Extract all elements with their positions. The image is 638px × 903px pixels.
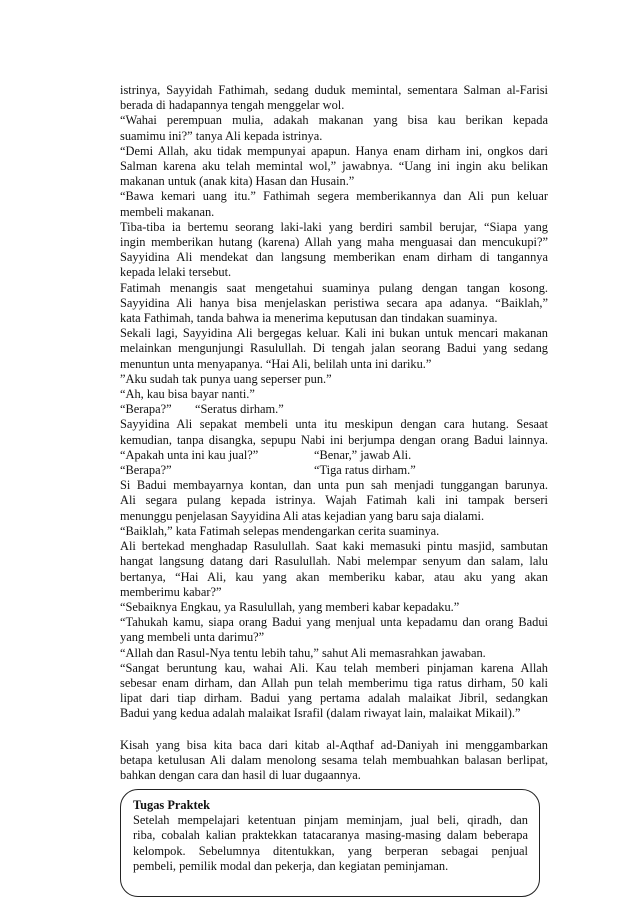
text-line: Sekali lagi, Sayyidina Ali bergegas keluar. Kali ini bukan untuk mencari makanan xyxy=(120,326,548,341)
text-line: sebesar enam dirham, dan Allah pun telah memberimu tiga ratus dirham, 50 kali xyxy=(120,675,548,690)
text-line: memberimu kabar?” xyxy=(120,584,222,599)
dialogue-answer: “Benar,” jawab Ali. xyxy=(314,447,412,462)
text-line: yang membeli unta darimu?” xyxy=(120,630,265,645)
text-line: istrinya, Sayyidah Fathimah, sedang duduk memintal, sementara Salman al-Farisi xyxy=(120,83,548,97)
text-line: melainkan mengunjungi Rasulullah. Di tengah jalan seorang Badui yang sedang xyxy=(120,341,548,356)
text-line: menuntun unta menyapanya. “Hai Ali, belilah unta ini dariku.” xyxy=(120,356,432,371)
text-line: kepada lelaki tersebut. xyxy=(120,265,232,280)
text-line: ”Aku sudah tak punya uang seperser pun.” xyxy=(120,371,332,386)
text-line: Si Badui membayarnya kontan, dan unta pun sah menjadi tunggangan barunya. xyxy=(120,478,548,493)
dialogue-pair xyxy=(120,463,548,478)
text-line: “Baiklah,” kata Fatimah selepas mendengarkan cerita suaminya. xyxy=(120,523,440,538)
text-line: Tiba-tiba ia bertemu seorang laki-laki yang berdiri sambil berujar, “Siapa yang xyxy=(120,219,548,234)
text-line: Fatimah menangis saat mengetahui suaminya pulang dengan tangan kosong. xyxy=(120,280,548,295)
text-line: “Wahai perempuan mulia, adakah makanan yang bisa kau berikan kepada xyxy=(120,113,548,128)
text-line: lipat dari tiap dirham. Badui yang pertama adalah malaikat Jibril, sedangkan xyxy=(120,691,548,706)
text-line: Ali segara pulang kepada istrinya. Wajah Fatimah kali ini tampak berseri xyxy=(120,493,548,508)
text-line: “Demi Allah, aku tidak mempunyai apapun. Hanya enam dirham ini, ongkos dari xyxy=(120,143,548,158)
dialogue-pair xyxy=(120,448,548,463)
text-line: bertanya, “Hai Ali, kau yang akan memberiku kabar, atau aku yang akan xyxy=(120,569,548,584)
text-line: “Sebaiknya Engkau, ya Rasulullah, yang memberi kabar kepadaku.” xyxy=(120,599,460,614)
text-line: membeli makanan. xyxy=(120,204,215,219)
text-line: riba, cobalah kalian praktekkan tatacaranya masing-masing dalam beberapa xyxy=(133,828,528,843)
text-line: Sayyidina Ali sepakat membeli unta itu meskipun dengan cara hutang. Sesaat xyxy=(120,417,548,432)
text-line: “Bawa kemari uang itu.” Fathimah segera memberikannya dan Ali pun keluar xyxy=(120,189,548,204)
task-box xyxy=(120,789,540,897)
text-line: “Tahukah kamu, siapa orang Badui yang menjual unta kepadamu dan orang Badui xyxy=(120,615,548,630)
dialogue-question: “Berapa?” xyxy=(120,402,172,417)
text-line: menunggu penjelasan Sayyidina Ali atas kejadian yang baru saja dialami. xyxy=(120,508,485,523)
text-line: Ali bertekad menghadap Rasulullah. Saat kaki memasuki pintu masjid, sambutan xyxy=(120,539,548,554)
text-line: Setelah mempelajari ketentuan pinjam meminjam, jual beli, qiradh, dan xyxy=(133,813,528,828)
text-line: kemudian, tanpa disangka, sepupu Nabi ini berjumpa dengan orang Badui lainnya. xyxy=(120,432,548,447)
text-line: Salman karena aku telah memintal wol,” jawabnya. “Uang ini ingin aku belikan xyxy=(120,159,548,174)
story-text xyxy=(120,83,548,722)
text-line: bahkan dengan cara dan hasil di luar dugaannya. xyxy=(120,768,361,783)
dialogue-pair xyxy=(120,402,548,417)
text-line: Kisah yang bisa kita baca dari kitab al-Aqthaf ad-Daniyah ini menggambarkan xyxy=(120,738,548,752)
closing-paragraph xyxy=(120,738,548,784)
text-line: Sayyidina Ali mendekat dan langsung memberikan enam dirham di tangannya xyxy=(120,250,548,265)
text-line: “Sangat beruntung kau, wahai Ali. Kau telah memberi pinjaman karena Allah xyxy=(120,660,548,675)
dialogue-question: “Berapa?” xyxy=(120,463,172,478)
text-line: Sayyidina Ali hanya bisa menjelaskan peristiwa secara apa adanya. “Baiklah,” xyxy=(120,295,548,310)
text-line: kata Fathimah, tanda bahwa ia menerima keputusan dan tindakan suaminya. xyxy=(120,311,498,326)
dialogue-answer: “Seratus dirham.” xyxy=(195,402,284,417)
text-line: suamimu ini?” tanya Ali kepada istrinya. xyxy=(120,128,323,143)
task-title: Tugas Praktek xyxy=(133,798,210,812)
text-line: makanan untuk (anak kita) Hasan dan Husain.” xyxy=(120,174,355,189)
text-line: ingin memberikan hutang (karena) Allah yang maha menguasai dan mencukupi?” xyxy=(120,235,548,250)
text-line: Badui yang kedua adalah malaikat Israfil (dalam riwayat lain, malaikat Mikail).” xyxy=(120,706,521,721)
text-line: pembeli, pemilik modal dan pekerja, dan kegiatan peminjaman. xyxy=(133,858,449,873)
text-line: berada di hadapannya tengah menggelar wol. xyxy=(120,98,345,113)
text-line: kelompok. Sebelumnya ditentukkan, yang berperan sebagai penjual xyxy=(133,843,528,858)
dialogue-answer: “Tiga ratus dirham.” xyxy=(314,463,416,478)
text-line: “Ah, kau bisa bayar nanti.” xyxy=(120,387,255,402)
dialogue-question: “Apakah unta ini kau jual?” xyxy=(120,447,259,462)
text-line: “Allah dan Rasul-Nya tentu lebih tahu,” sahut Ali memasrahkan jawaban. xyxy=(120,645,486,660)
text-line: betapa ketulusan Ali dalam menolong sesama telah membuahkan balasan berlipat, xyxy=(120,753,548,768)
task-content xyxy=(133,798,528,874)
text-line: hangat langsung datang dari Rasulullah. Nabi melempar senyum dan salam, lalu xyxy=(120,554,548,569)
